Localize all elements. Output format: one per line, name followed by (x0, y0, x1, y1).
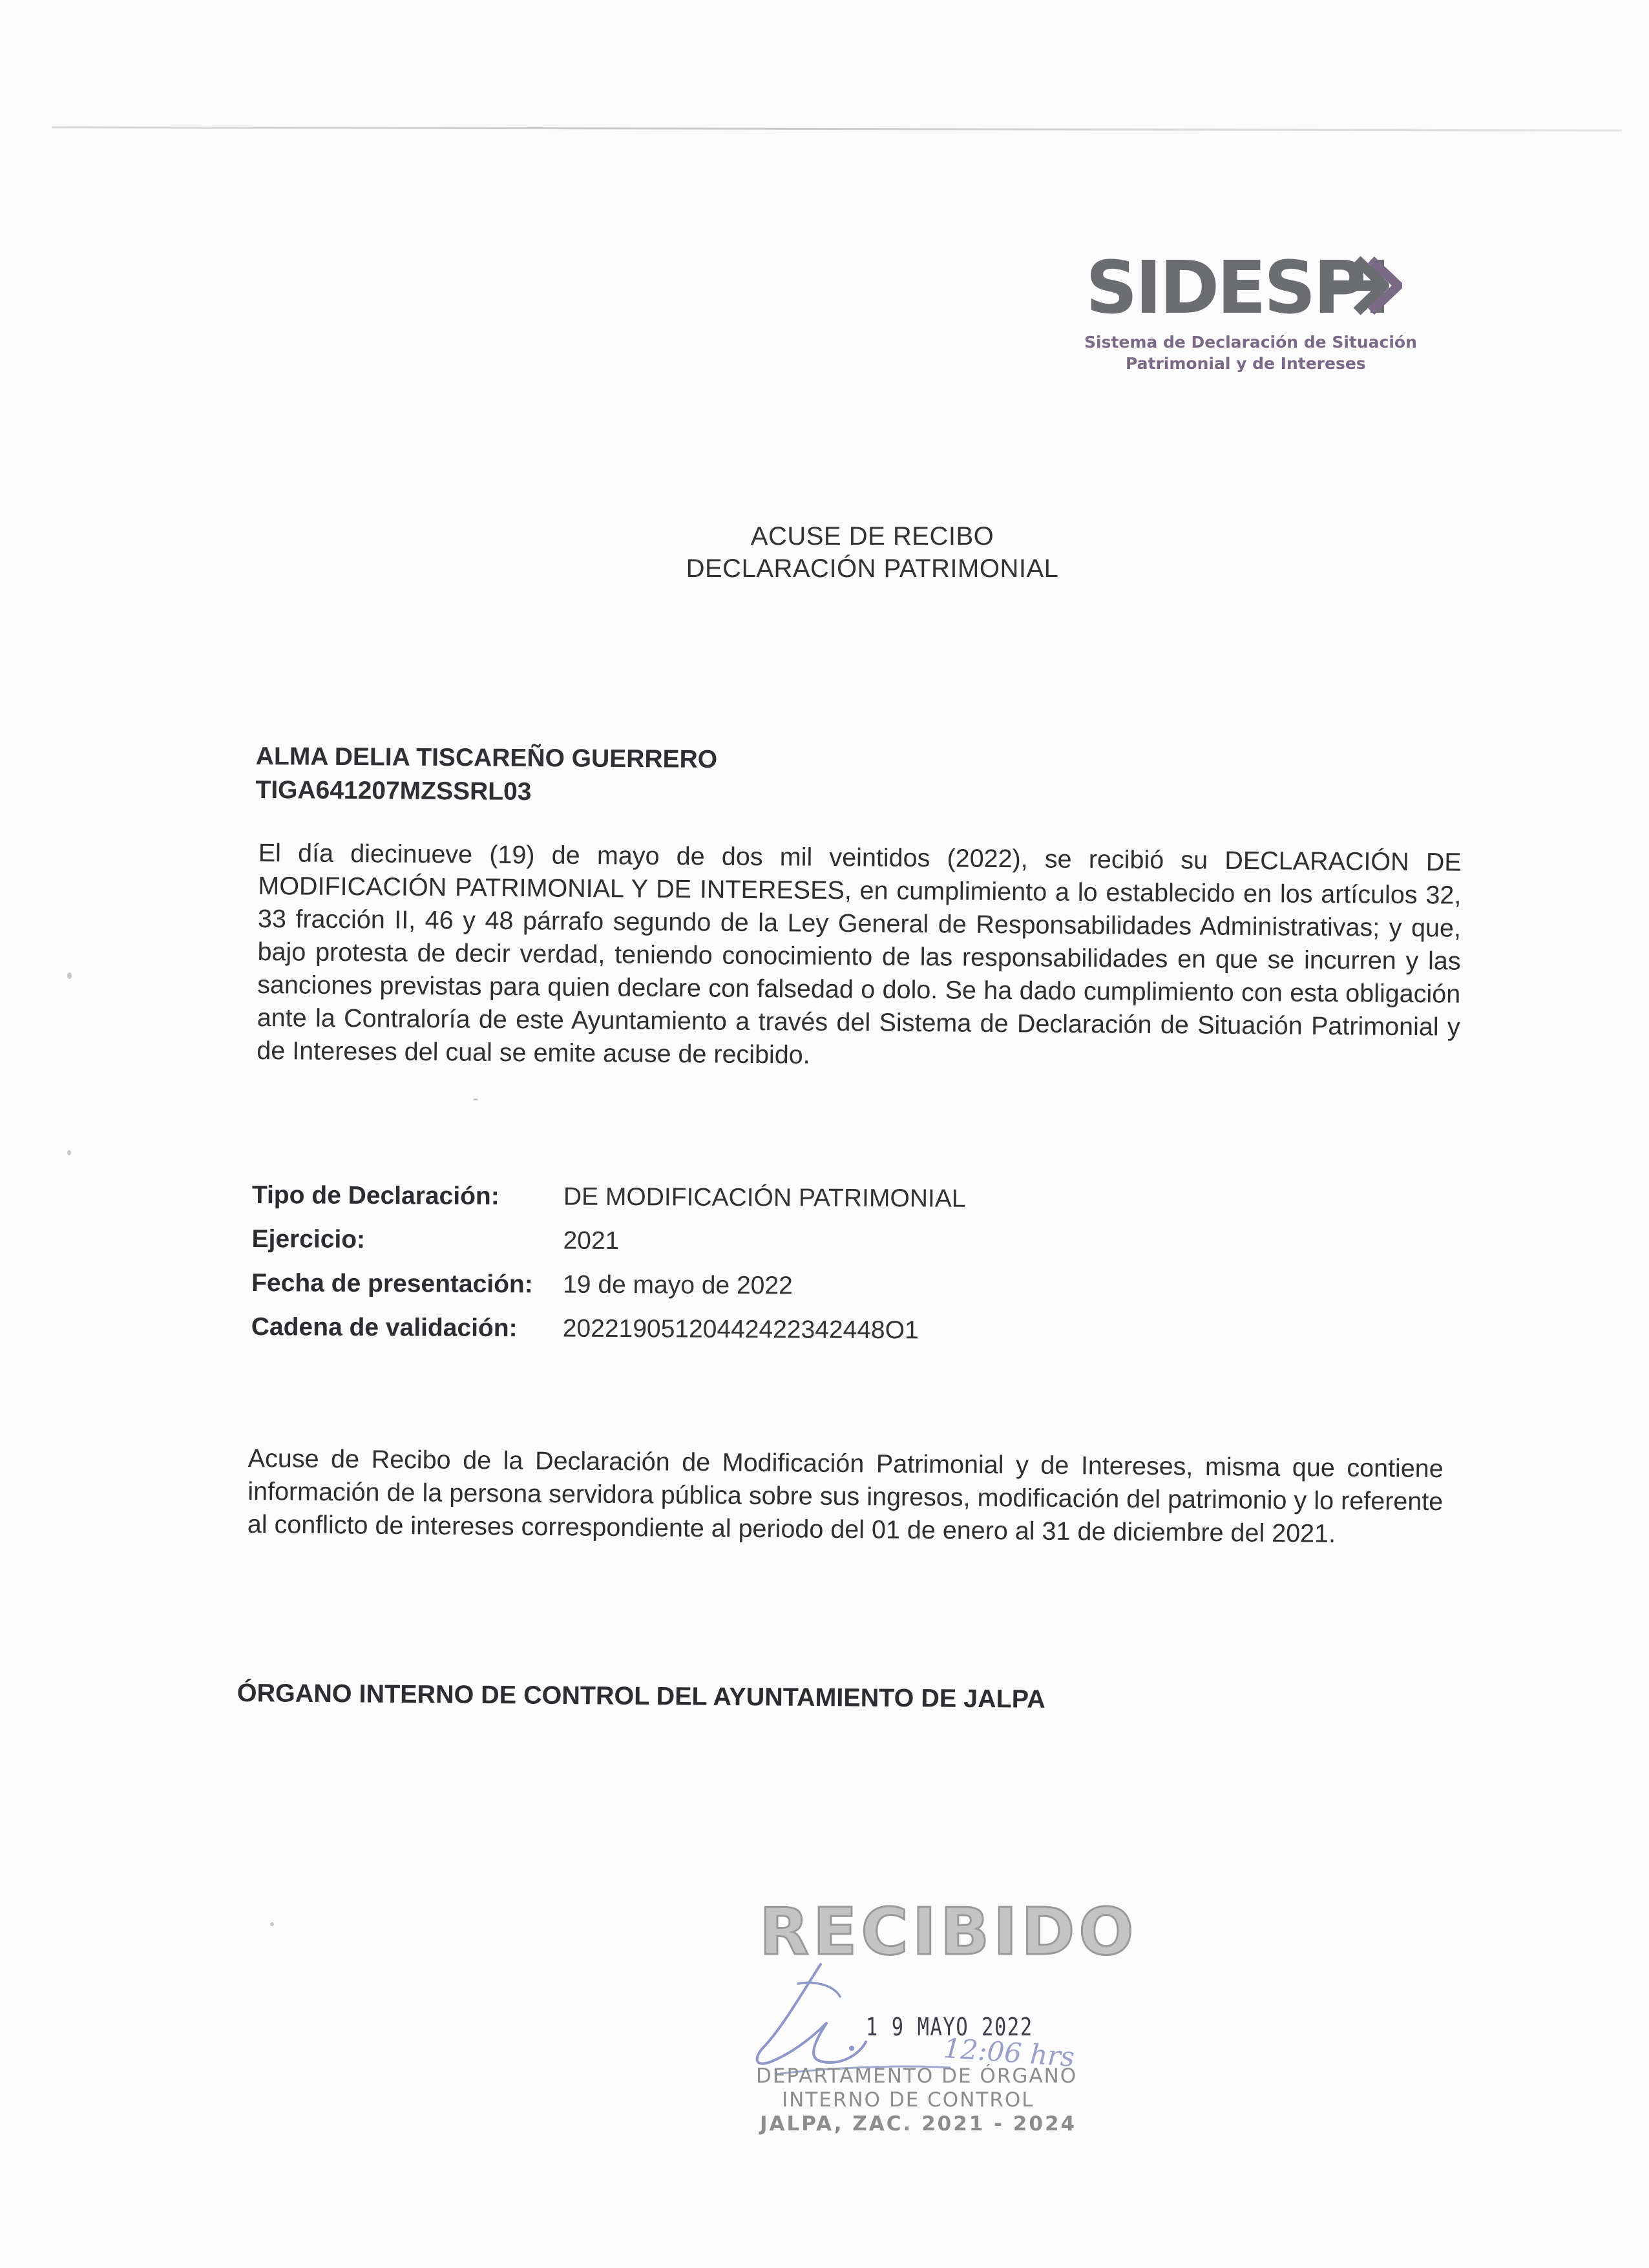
detail-label: Tipo de Declaración: (251, 1181, 499, 1211)
summary-paragraph: Acuse de Recibo de la Declaración de Modificación Patrimonial y de Intereses, misma que contiene información de la persona servidora pública sobre sus ingresos, modificación del patrimonio y lo referente al conflicto de intereses correspondiente al periodo del 01 de enero al 31 de diciembre del 2021. (247, 1444, 1444, 1548)
logo-subtitle-line2: Patrimonial y de Intereses (1126, 354, 1366, 373)
detail-value: 2021 (563, 1226, 620, 1255)
stamp-department-line1: DEPARTAMENTO DE ÓRGANO (756, 2064, 1078, 2088)
declarant-name: ALMA DELIA TISCAREÑO GUERRERO (255, 742, 718, 773)
detail-row-type (252, 1181, 966, 1229)
detail-value: 19 de mayo de 2022 (563, 1270, 793, 1300)
detail-row-validation (251, 1313, 965, 1361)
stamp-handwritten-time: 12:06 hrs (942, 2032, 1076, 2074)
document-title-line2: DECLARACIÓN PATRIMONIAL (686, 554, 1059, 583)
declarant-block (255, 740, 717, 810)
detail-label: Ejercicio: (251, 1224, 366, 1254)
logo-arrow-icon (1331, 253, 1402, 318)
scan-border-line (52, 126, 1622, 131)
issuing-organ: ÓRGANO INTERNO DE CONTROL DEL AYUNTAMIENTO DE JALPA (236, 1679, 1045, 1714)
sidespi-logo (1079, 246, 1415, 381)
received-stamp (743, 1894, 1163, 2145)
logo-subtitle-line1: Sistema de Declaración de Situación (1084, 333, 1417, 352)
stamp-location-period: JALPA, ZAC. 2021 - 2024 (760, 2112, 1077, 2136)
body-paragraph: El día diecinueve (19) de mayo de dos mil veintidos (2022), se recibió su DECLARACIÓN DE MODIFICACIÓN PATRIMONIAL Y DE INTERESES, en cumplimiento a lo establecido en los artículos 32, 33 fracción II, 46 y 48 párrafo segundo de la Ley General de Responsabilidades Administrativas; y que, bajo protesta de decir verdad, teniendo conocimiento de las responsabilidades en que se incurren y las sanciones previstas para quien declare con falsedad o dolo. Se ha dado cumplimiento con esta obligación ante la Contraloría de este Ayuntamiento a través del Sistema de Declaración de Situación Patrimonial y de Intereses del cual se emite acuse de recibido. (257, 838, 1462, 1069)
stamp-date: 1 9 MAYO 2022 (866, 2013, 1033, 2041)
detail-row-date (251, 1269, 965, 1317)
detail-label: Cadena de validación: (251, 1312, 518, 1343)
document-title-line1: ACUSE DE RECIBO (750, 522, 994, 551)
declaration-details (251, 1181, 966, 1361)
scan-speck (270, 1922, 274, 1926)
stamp-title: RECIBIDO (759, 1894, 1138, 1969)
logo-wordmark: SIDESPI (1086, 246, 1389, 330)
declarant-rfc: TIGA641207MZSSRL03 (255, 775, 532, 806)
scan-speck (67, 972, 72, 979)
scan-speck (67, 1150, 71, 1155)
detail-label: Fecha de presentación: (251, 1268, 533, 1299)
stamp-department-line2: INTERNO DE CONTROL (782, 2088, 1035, 2112)
detail-value: DE MODIFICACIÓN PATRIMONIAL (563, 1182, 966, 1213)
detail-value: 20221905120442422342448O1 (562, 1314, 919, 1345)
detail-row-exercise (251, 1225, 965, 1273)
scan-speck (473, 1098, 478, 1100)
